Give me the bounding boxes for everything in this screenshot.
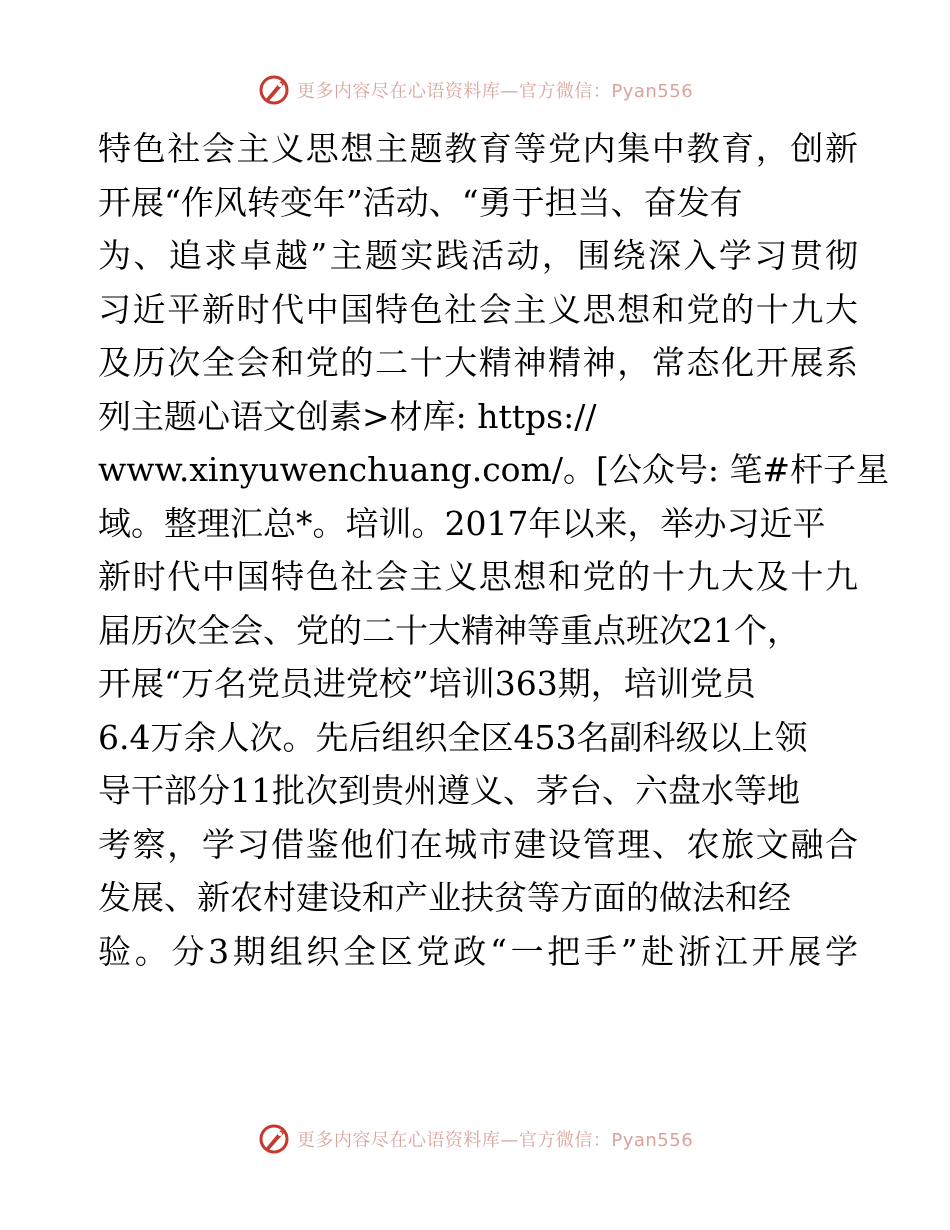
text-line: 习近平新时代中国特色社会主义思想和党的十九大 [98, 289, 858, 329]
text-line: 为、追求卓越”主题实践活动，围绕深入学习贯彻 [98, 236, 858, 275]
header-text: 更多内容尽在心语资料库—官方微信：Pyan556 [296, 81, 694, 102]
footer-banner [0, 1119, 950, 1159]
text-line: 验。分3期组织全区党政“一把手”赴浙江开展学 [98, 931, 858, 971]
header-banner [0, 70, 950, 110]
text-line: 新时代中国特色社会主义思想和党的十九大及十九 [98, 557, 858, 596]
text-line: 特色社会主义思想主题教育等党内集中教育，创新 [98, 129, 858, 168]
pen-nib-circle-icon [257, 1122, 291, 1156]
text-line: 及历次全会和党的二十大精神精神，常态化开展系 [98, 343, 858, 382]
text-line: 届历次全会、党的二十大精神等重点班次21个， [98, 610, 800, 650]
document-body [98, 122, 890, 978]
footer-text: 更多内容尽在心语资料库—官方微信：Pyan556 [296, 1130, 694, 1151]
text-line: 考察，学习借鉴他们在城市建设管理、农旅文融合 [98, 824, 858, 864]
text-line: 发展、新农村建设和产业扶贫等方面的做法和经 [98, 878, 791, 917]
text-line: 开展“作风转变年”活动、“勇于担当、奋发有 [98, 182, 743, 222]
pen-nib-circle-icon [257, 73, 291, 107]
text-line: 开展“万名党员进党校”培训363期，培训党员 [98, 664, 756, 703]
text-line: 导干部分11批次到贵州遵义、茅台、六盘水等地 [98, 771, 800, 810]
text-line: 域。整理汇总*。培训。2017年以来，举办习近平 [98, 503, 826, 543]
text-line: www.xinyuwenchuang.com/。[公众号: 笔#杆子星 [98, 450, 890, 489]
text-line: 6.4万余人次。先后组织全区453名副科级以上领 [98, 717, 808, 757]
text-line: 列主题心语文创素>材库: https:// [98, 396, 597, 436]
